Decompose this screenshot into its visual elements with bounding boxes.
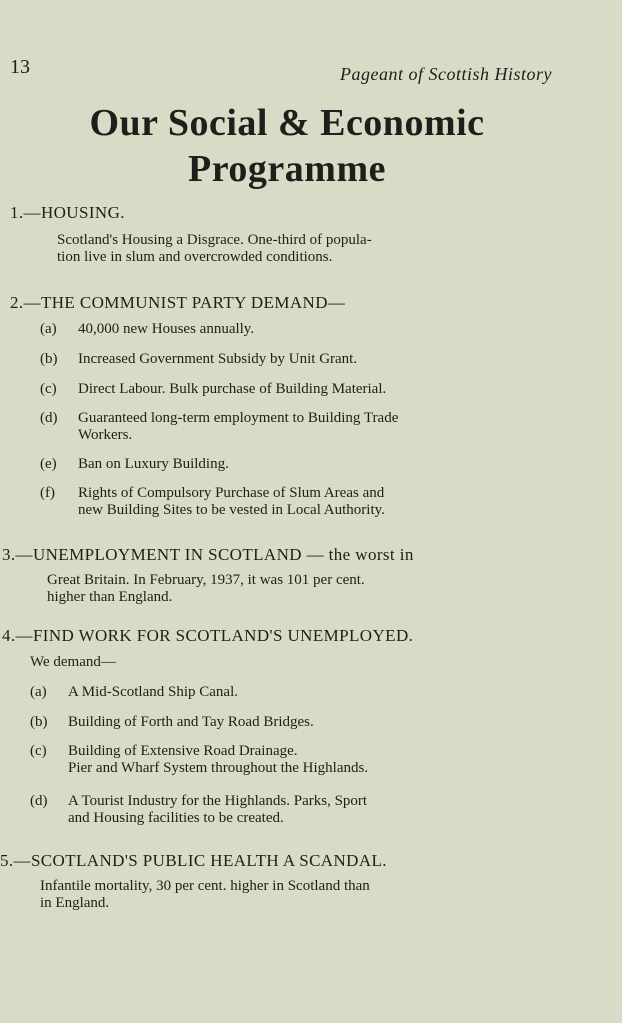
body-line: higher than England.	[47, 589, 173, 605]
item-text: new Building Sites to be vested in Local Authority.	[78, 502, 385, 518]
section-intro: We demand—	[30, 654, 116, 670]
body-line: Scotland's Housing a Disgrace. One-third of popula-	[57, 232, 372, 248]
item-text: Guaranteed long-term employment to Building Trade	[78, 410, 399, 426]
running-head: Pageant of Scottish History	[340, 64, 552, 84]
list-item	[40, 485, 580, 521]
body-line: in England.	[40, 895, 110, 911]
list-item	[40, 456, 580, 476]
item-text: Ban on Luxury Building.	[78, 456, 229, 472]
page-number: 13	[10, 56, 30, 78]
item-label: (a)	[30, 684, 47, 700]
section-heading-unemployment: 3.—UNEMPLOYMENT IN SCOTLAND — the worst in	[2, 545, 414, 564]
section-heading-party-demand: 2.—THE COMMUNIST PARTY DEMAND—	[10, 293, 346, 312]
item-label: (d)	[40, 410, 58, 426]
item-text: Direct Labour. Bulk purchase of Building Material.	[78, 381, 387, 397]
list-item	[30, 793, 590, 831]
item-label: (f)	[40, 485, 55, 501]
body-line: Infantile mortality, 30 per cent. higher in Scotland than	[40, 878, 370, 894]
title-line-1: Our Social & Economic	[89, 102, 485, 144]
list-item	[40, 321, 580, 341]
item-text: Building of Extensive Road Drainage.	[68, 743, 298, 759]
item-label: (e)	[40, 456, 57, 472]
section-body-housing	[57, 232, 372, 266]
item-text: 40,000 new Houses annually.	[78, 321, 255, 337]
list-item	[30, 684, 590, 704]
item-text: Pier and Wharf System throughout the Highlands.	[68, 760, 369, 776]
item-label: (b)	[40, 351, 58, 367]
list-item	[40, 410, 580, 446]
item-label: (d)	[30, 793, 48, 809]
section-body-public-health	[40, 878, 370, 912]
list-item	[40, 351, 580, 371]
list-item	[30, 714, 590, 734]
list-item	[40, 381, 580, 401]
title-line-2: Programme	[188, 148, 386, 190]
page-title	[0, 100, 574, 192]
section-heading-public-health: 5.—SCOTLAND'S PUBLIC HEALTH A SCANDAL.	[0, 851, 387, 870]
item-text: Workers.	[78, 427, 133, 443]
item-text: and Housing facilities to be created.	[68, 810, 284, 826]
item-text: Increased Government Subsidy by Unit Grant.	[78, 351, 358, 367]
item-text: A Tourist Industry for the Highlands. Parks, Sport	[68, 793, 368, 809]
item-text: A Mid-Scotland Ship Canal.	[68, 684, 238, 700]
item-label: (b)	[30, 714, 48, 730]
list-item	[30, 743, 590, 781]
item-text: Rights of Compulsory Purchase of Slum Areas and	[78, 485, 385, 501]
item-label: (a)	[40, 321, 57, 337]
section-heading-housing: 1.—HOUSING.	[10, 203, 125, 222]
item-text: Building of Forth and Tay Road Bridges.	[68, 714, 314, 730]
body-line: Great Britain. In February, 1937, it was 101 per cent.	[47, 572, 365, 588]
body-line: tion live in slum and overcrowded conditions.	[57, 249, 333, 265]
section-body-unemployment	[47, 572, 365, 606]
item-label: (c)	[30, 743, 47, 759]
section-heading-find-work: 4.—FIND WORK FOR SCOTLAND'S UNEMPLOYED.	[2, 626, 414, 645]
item-label: (c)	[40, 381, 57, 397]
